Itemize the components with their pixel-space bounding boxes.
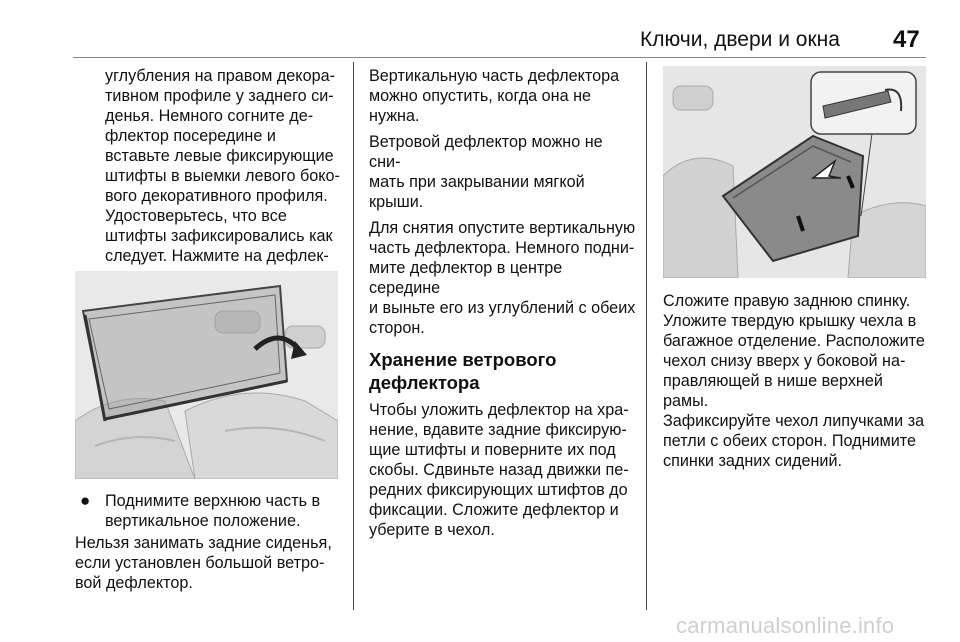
footer-watermark: carmanualsonline.info [676,613,895,638]
figure-deflector-storage [663,66,926,278]
middle-paragraph-4: Чтобы уложить дефлектор на хра- нение, вдавите задние фиксирую- щие штифты и поверните их под скобы. Сдвиньте назад движки пе- редних фиксирующих штифтов до фиксации. Сложите дефлектор и уберите в чехол. [369,401,629,539]
left-paragraph-continued: углубления на правом декора- тивном профиле у заднего си- денья. Немного согните де- флектор посередине и вставьте левые фиксирующие штифты в выемки левого боко- вого декоративного профиля. Удостоверьтесь, что все штифты зафиксировались как следует. Нажмите на дефлек- [105,67,340,265]
bullet-marker: ● [80,491,91,510]
header-rule [73,57,926,58]
storage-bag-illustration [663,66,926,278]
middle-column [369,66,637,546]
column-divider-right [646,62,647,610]
middle-paragraph-3: Для снятия опустите вертикальную часть дефлектора. Немного подни- мите дефлектор в центре середине и выньте его из углублений с обеих сторон. [369,219,636,337]
figure-wind-deflector-install [75,271,338,479]
column-divider-left [353,62,354,610]
left-paragraph-warning: Нельзя занимать задние сиденья, если установлен большой ветро- вой дефлектор. [75,534,332,592]
section-title: Ключи, двери и окна [640,28,840,51]
storage-heading: Хранение ветрового дефлектора [369,349,557,393]
right-column [663,291,931,471]
right-paragraph-1: Сложите правую заднюю спинку. Уложите твердую крышку чехла в багажное отделение. Расположите чехол снизу вверх у боковой на- правляющей в нише верхней рамы. Зафиксируйте чехол липучками за петли с обеих сторон. Поднимите спинки задних сидений. [663,292,925,470]
middle-paragraph-1: Вертикальную часть дефлектора можно опустить, когда она не нужна. [369,67,620,125]
wind-deflector-illustration [75,271,338,479]
middle-paragraph-2: Ветровой дефлектор можно не сни- мать при закрывании мягкой крыши. [369,133,603,211]
page-number: 47 [893,26,920,53]
bullet-text: Поднимите верхнюю часть в вертикальное положение. [105,492,321,530]
